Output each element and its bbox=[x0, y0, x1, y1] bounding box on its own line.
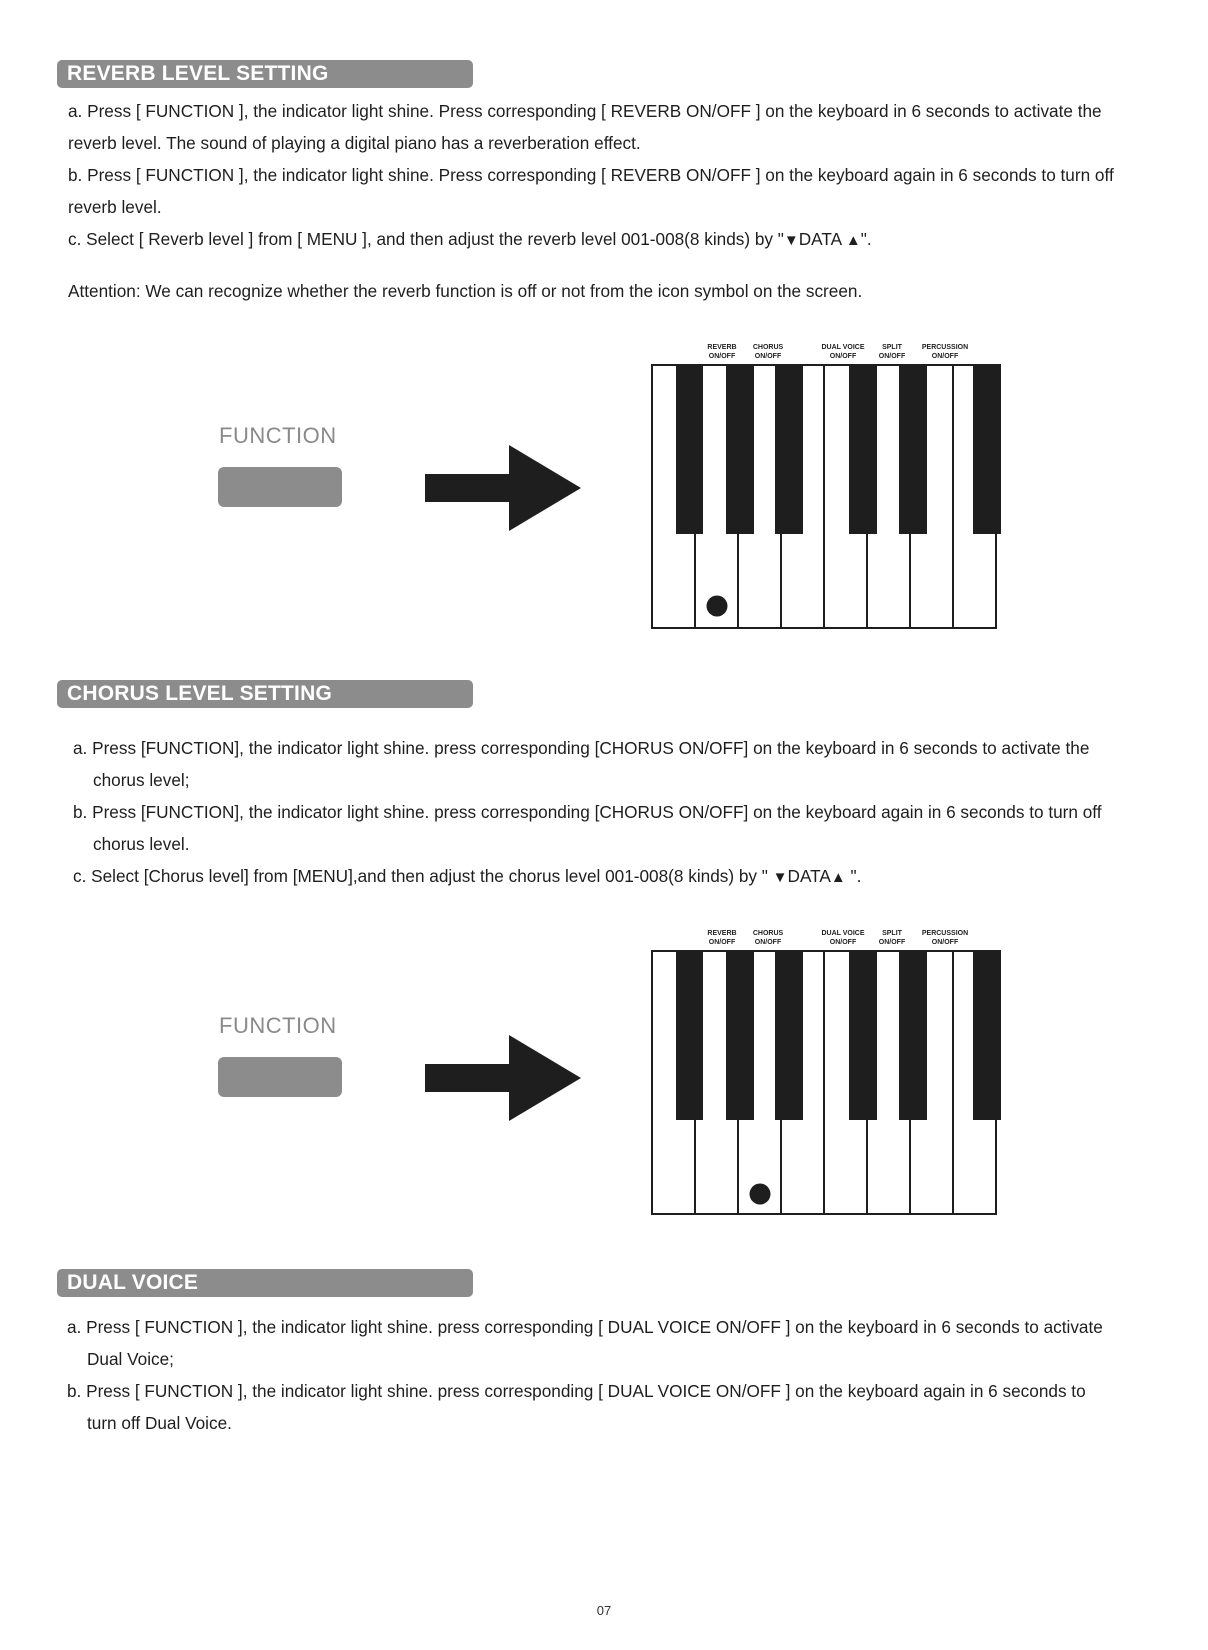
reverb-step-a-line1: a. Press [ FUNCTION ], the indicator light shine. Press corresponding [ REVERB ON/OFF ] on the keyboard in 6 seconds to activate the bbox=[68, 101, 1102, 121]
keyboard-diagram-reverb bbox=[651, 364, 1003, 630]
page-number: 07 bbox=[596, 1603, 612, 1618]
reverb-step-a bbox=[68, 95, 1114, 257]
label-percussion-l1: PERCUSSION bbox=[921, 930, 969, 937]
triangle-up-icon: ▲ bbox=[845, 232, 861, 249]
dual-step-a-line2: Dual Voice; bbox=[87, 1349, 174, 1369]
keyboard-labels bbox=[652, 929, 1002, 949]
chorus-step-a-line1: a. Press [FUNCTION], the indicator light shine. press corresponding [CHORUS ON/OFF] on the keyboard in 6 seconds to activate the bbox=[73, 738, 1090, 758]
reverb-key-indicator bbox=[707, 596, 728, 617]
right-arrow-icon bbox=[425, 1035, 585, 1121]
reverb-section-title: REVERB LEVEL SETTING bbox=[57, 60, 473, 88]
label-dual-l1: DUAL VOICE bbox=[821, 930, 865, 937]
label-split-l1: SPLIT bbox=[882, 930, 902, 937]
label-dual-l2: ON/OFF bbox=[829, 939, 857, 946]
label-reverb-l1: REVERB bbox=[707, 930, 737, 937]
chorus-key-indicator bbox=[750, 1184, 771, 1205]
chorus-section-title: CHORUS LEVEL SETTING bbox=[57, 680, 473, 708]
label-split-l2: ON/OFF bbox=[878, 939, 906, 946]
label-chorus-l2: ON/OFF bbox=[754, 353, 782, 360]
chorus-step-a-line2: chorus level; bbox=[93, 770, 190, 790]
reverb-step-c-data: DATA bbox=[798, 229, 842, 249]
label-chorus-l1: CHORUS bbox=[752, 344, 784, 351]
label-reverb-l2: ON/OFF bbox=[708, 353, 736, 360]
triangle-down-icon: ▼ bbox=[783, 232, 799, 249]
function-label: FUNCTION bbox=[219, 1013, 337, 1038]
function-label: FUNCTION bbox=[219, 423, 337, 448]
chorus-step-b-line2: chorus level. bbox=[93, 834, 190, 854]
right-arrow-icon bbox=[425, 445, 585, 531]
chorus-step-c-pre: c. Select [Chorus level] from [MENU],and then adjust the chorus level 001-008(8 kinds) by " bbox=[73, 866, 773, 886]
label-chorus-l2: ON/OFF bbox=[754, 939, 782, 946]
chorus-step-b-line1: b. Press [FUNCTION], the indicator light shine. press corresponding [CHORUS ON/OFF] on the keyboard again in 6 seconds to turn off bbox=[73, 802, 1102, 822]
reverb-attention: Attention: We can recognize whether the reverb function is off or not from the icon symbol on the screen. bbox=[68, 281, 863, 301]
function-button[interactable] bbox=[218, 467, 342, 507]
chorus-steps bbox=[73, 732, 1102, 894]
label-percussion-l2: ON/OFF bbox=[931, 353, 959, 360]
label-dual-l2: ON/OFF bbox=[829, 353, 857, 360]
label-reverb-l1: REVERB bbox=[707, 344, 737, 351]
label-chorus-l1: CHORUS bbox=[752, 930, 784, 937]
dual-step-b-line1: b. Press [ FUNCTION ], the indicator light shine. press corresponding [ DUAL VOICE ON/OFF ] on the keyboard again in 6 seconds to bbox=[67, 1381, 1086, 1401]
dual-step-b-line2: turn off Dual Voice. bbox=[87, 1413, 232, 1433]
triangle-up-icon: ▲ bbox=[830, 869, 846, 886]
chorus-step-c-post: ". bbox=[845, 866, 862, 886]
reverb-step-b-line2: reverb level. bbox=[68, 197, 162, 217]
chorus-step-c-data: DATA bbox=[787, 866, 831, 886]
reverb-step-b-line1: b. Press [ FUNCTION ], the indicator light shine. Press corresponding [ REVERB ON/OFF ] on the keyboard again in 6 seconds to turn off bbox=[68, 165, 1114, 185]
label-percussion-l1: PERCUSSION bbox=[921, 344, 969, 351]
label-reverb-l2: ON/OFF bbox=[708, 939, 736, 946]
chorus-step-c bbox=[73, 860, 1102, 894]
dual-voice-section-title: DUAL VOICE bbox=[57, 1269, 473, 1297]
label-dual-l1: DUAL VOICE bbox=[821, 344, 865, 351]
label-split-l2: ON/OFF bbox=[878, 353, 906, 360]
function-button[interactable] bbox=[218, 1057, 342, 1097]
reverb-step-c bbox=[68, 223, 1114, 257]
reverb-step-a-line2: reverb level. The sound of playing a digital piano has a reverberation effect. bbox=[68, 133, 641, 153]
label-split-l1: SPLIT bbox=[882, 344, 902, 351]
reverb-step-c-post: ". bbox=[860, 229, 872, 249]
triangle-down-icon: ▼ bbox=[772, 869, 788, 886]
reverb-step-c-pre: c. Select [ Reverb level ] from [ MENU ], and then adjust the reverb level 001-008(8 kinds) by " bbox=[68, 229, 784, 249]
dual-voice-steps bbox=[67, 1311, 1103, 1439]
keyboard-diagram-chorus bbox=[651, 950, 1003, 1216]
dual-step-a-line1: a. Press [ FUNCTION ], the indicator light shine. press corresponding [ DUAL VOICE ON/OFF ] on the keyboard in 6 seconds to activate bbox=[67, 1317, 1103, 1337]
label-percussion-l2: ON/OFF bbox=[931, 939, 959, 946]
keyboard-labels bbox=[652, 343, 1002, 363]
